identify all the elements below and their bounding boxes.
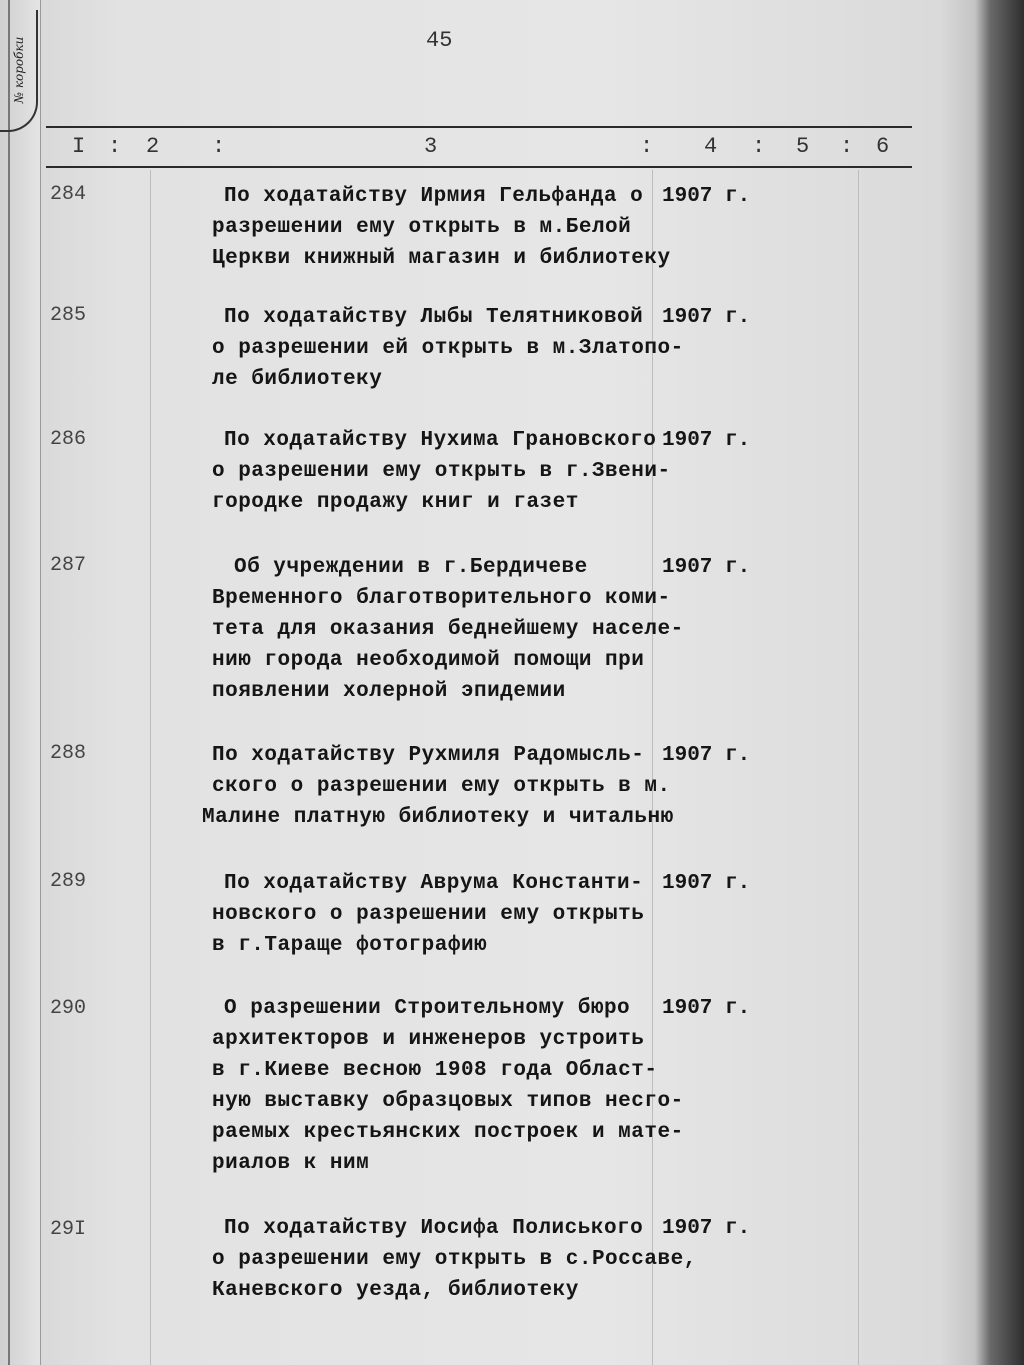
entry-text-line: По ходатайству Рухмиля Радомысль- — [212, 744, 645, 767]
header-bottom-rule — [46, 166, 912, 168]
entry-text-line: По ходатайству Нухима Грановского — [224, 429, 657, 452]
entry-number: 284 — [50, 183, 87, 206]
entry-text-line: о разрешении ей открыть в м.Златопо- — [212, 337, 684, 360]
entry-number: 289 — [50, 870, 87, 893]
entry-number: 286 — [50, 428, 87, 451]
header-top-rule — [46, 126, 912, 128]
entry-text-line: Об учреждении в г.Бердичеве — [234, 556, 588, 579]
column-header-2: 2 — [146, 134, 160, 159]
entry-year: 1907 г. — [662, 306, 751, 329]
entry-number: 288 — [50, 742, 87, 765]
column-header-6: 6 — [876, 134, 890, 159]
entry-number: 29I — [50, 1218, 87, 1241]
column-guide-line — [150, 170, 151, 1365]
column-separator: : — [840, 134, 854, 159]
entry-text-line: в г.Киеве весною 1908 года Област- — [212, 1059, 658, 1082]
entry-text-line: архитекторов и инженеров устроить — [212, 1028, 645, 1051]
entry-year: 1907 г. — [662, 556, 751, 579]
box-number-label: № коробки — [12, 36, 26, 104]
entry-year: 1907 г. — [662, 744, 751, 767]
entry-text-line: ле библиотеку — [212, 368, 383, 391]
column-separator: : — [752, 134, 766, 159]
entry-text-line: О разрешении Строительному бюро — [224, 997, 631, 1020]
entry-number: 285 — [50, 304, 87, 327]
entry-text-line: Малине платную библиотеку и читальню — [202, 806, 674, 829]
entry-text-line: о разрешении ему открыть в г.Звени- — [212, 460, 671, 483]
entry-text-line: Каневского уезда, библиотеку — [212, 1279, 579, 1302]
entry-text-line: нию города необходимой помощи при — [212, 649, 645, 672]
column-header-4: 4 — [704, 134, 718, 159]
page-number: 45 — [426, 28, 453, 53]
entry-text-line: городке продажу книг и газет — [212, 491, 579, 514]
entry-text-line: Временного благотворительного коми- — [212, 587, 671, 610]
entry-text-line: раемых крестьянских построек и мате- — [212, 1121, 684, 1144]
entry-text-line: Церкви книжный магазин и библиотеку — [212, 247, 671, 270]
entry-text-line: По ходатайству Иосифа Полиського — [224, 1217, 644, 1240]
entry-year: 1907 г. — [662, 1217, 751, 1240]
column-header-3: 3 — [424, 134, 438, 159]
entry-year: 1907 г. — [662, 429, 751, 452]
column-separator: : — [640, 134, 654, 159]
entry-text-line: По ходатайству Аврума Константи- — [224, 872, 644, 895]
column-guide-line — [858, 170, 859, 1365]
entry-year: 1907 г. — [662, 185, 751, 208]
column-header-1: I — [72, 134, 86, 159]
entry-text-line: о разрешении ему открыть в с.Россаве, — [212, 1248, 697, 1271]
column-header-5: 5 — [796, 134, 810, 159]
entry-text-line: ского о разрешении ему открыть в м. — [212, 775, 671, 798]
entry-number: 290 — [50, 997, 87, 1020]
entry-text-line: разрешении ему открыть в м.Белой — [212, 216, 632, 239]
column-separator: : — [108, 134, 122, 159]
binding-line — [8, 0, 10, 1365]
entry-text-line: ную выставку образцовых типов несго- — [212, 1090, 684, 1113]
entry-text-line: По ходатайству Ирмия Гельфанда о — [224, 185, 644, 208]
entry-number: 287 — [50, 554, 87, 577]
entry-text-line: появлении холерной эпидемии — [212, 680, 566, 703]
entry-text-line: риалов к ним — [212, 1152, 370, 1175]
entry-year: 1907 г. — [662, 997, 751, 1020]
margin-strip — [0, 0, 41, 1365]
entry-text-line: тета для оказания беднейшему населе- — [212, 618, 684, 641]
column-separator: : — [212, 134, 226, 159]
entry-text-line: в г.Тараще фотографию — [212, 934, 488, 957]
entry-text-line: По ходатайству Лыбы Телятниковой — [224, 306, 644, 329]
entry-year: 1907 г. — [662, 872, 751, 895]
entry-text-line: новского о разрешении ему открыть — [212, 903, 645, 926]
